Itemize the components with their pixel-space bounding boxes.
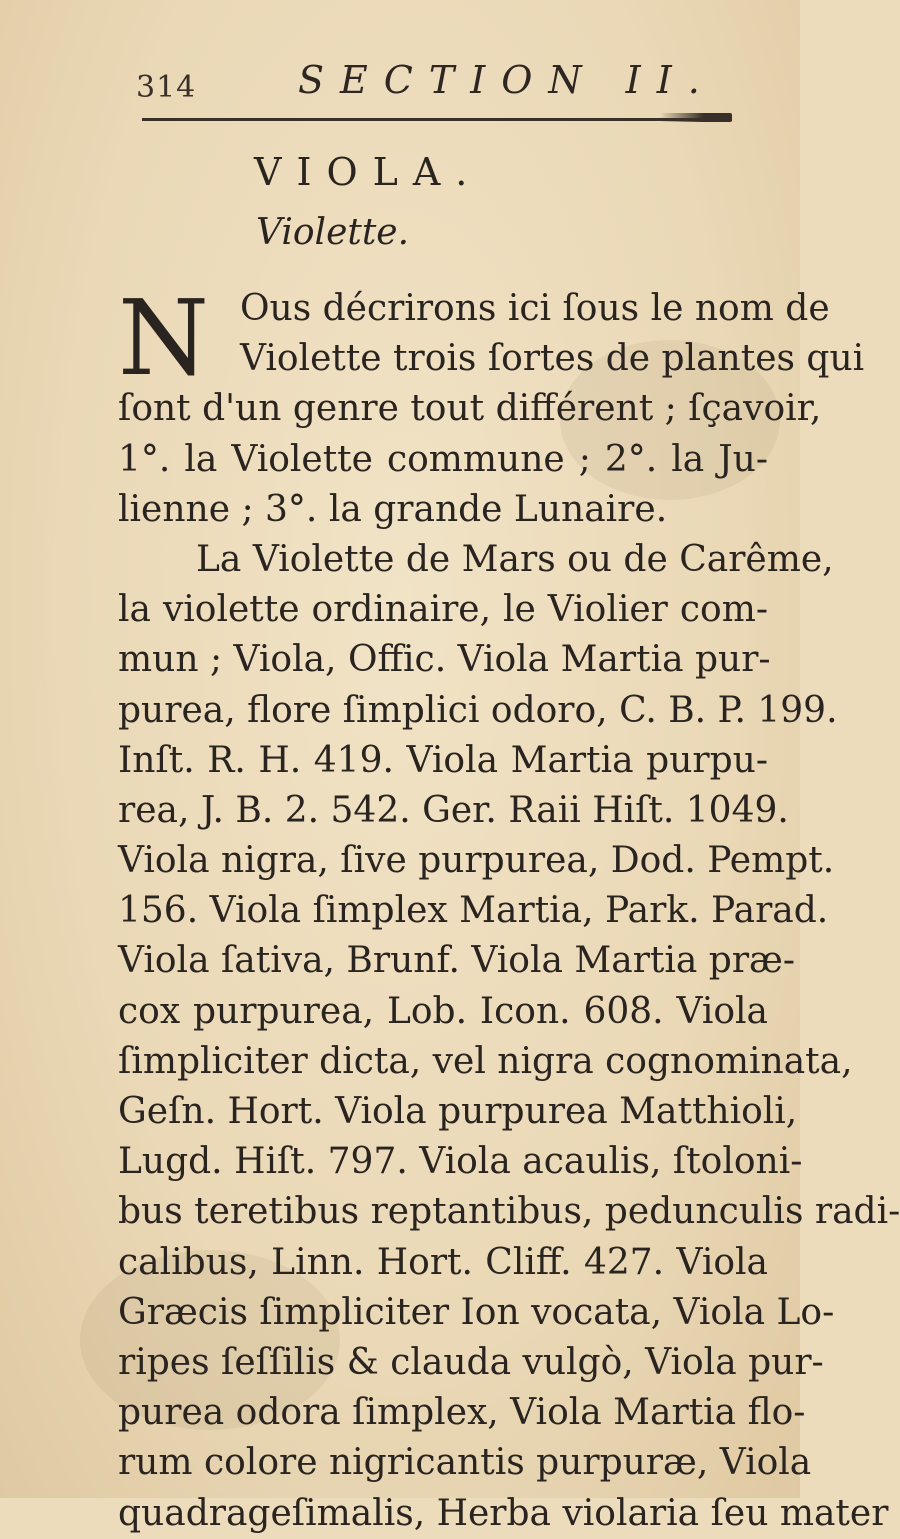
text-line: La Violette de Mars ou de Carême, (196, 538, 834, 580)
text-line: lienne ; 3°. la grande Lunaire. (118, 488, 668, 530)
text-line: 1°. la Violette commune ; 2°. la Ju- (118, 438, 768, 480)
running-head: SECTION II. (298, 58, 716, 102)
text-line: calibus, Linn. Hort. Cliff. 427. Viola (118, 1241, 768, 1283)
text-line: Lugd. Hiſt. 797. Viola acaulis, ſtoloni- (118, 1141, 803, 1183)
text-line: purea odora ſimplex, Viola Martia flo- (118, 1392, 806, 1434)
text-line: purea, flore ſimplici odoro, C. B. P. 199. (118, 689, 838, 731)
section-subtitle: Violette. (256, 212, 410, 253)
body-text (118, 277, 900, 1539)
section-title: VIOLA. (254, 150, 483, 194)
text-line: ſont d'un genre tout différent ; ſçavoir, (118, 388, 822, 430)
text-line: rea, J. B. 2. 542. Ger. Raii Hiſt. 1049. (118, 789, 789, 831)
text-line: quadrageſimalis, Herba violaria ſeu mater (118, 1492, 889, 1534)
text-line: Geſn. Hort. Viola purpurea Matthioli, (118, 1091, 798, 1132)
text-line: bus teretibus reptantibus, pedunculis radi- (118, 1191, 900, 1233)
text-line: Inſt. R. H. 419. Viola Martia purpu- (118, 739, 768, 781)
page-number: 314 (136, 70, 197, 105)
text-line: ripes ſeſſilis & clauda vulgò, Viola pur- (118, 1341, 824, 1383)
text-line: Viola nigra, ſive purpurea, Dod. Pempt. (118, 840, 835, 882)
text-line: ſimpliciter dicta, vel nigra cognominata, (118, 1040, 853, 1082)
text-line: cox purpurea, Lob. Icon. 608. Viola (118, 990, 768, 1032)
text-line: rum colore nigricantis purpuræ, Viola (118, 1442, 812, 1484)
text-line: Ous décrirons ici ſous le nom de (240, 288, 830, 329)
header-rule-flourish (660, 113, 732, 122)
header-rule (142, 118, 732, 121)
drop-cap: N (118, 277, 209, 399)
text-line: Græcis ſimpliciter Ion vocata, Viola Lo- (118, 1291, 835, 1333)
page-header (0, 58, 800, 108)
text-line: Violette trois ſortes de plantes qui (240, 338, 865, 380)
text-line: Viola ſativa, Brunf. Viola Martia præ- (118, 940, 796, 982)
text-line: la violette ordinaire, le Violier com- (118, 589, 768, 631)
text-line: 156. Viola ſimplex Martia, Park. Parad. (118, 890, 829, 932)
text-line: mun ; Viola, Offic. Viola Martia pur- (118, 639, 771, 681)
